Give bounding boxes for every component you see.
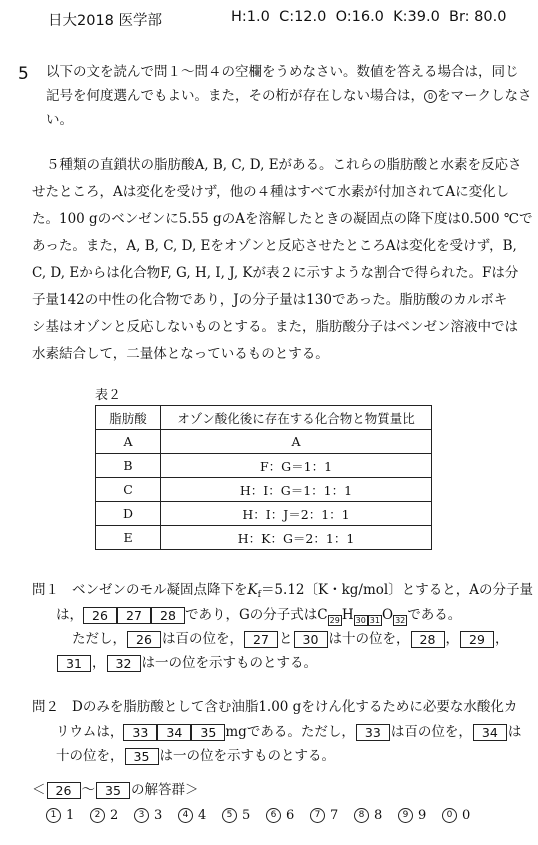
choice-item[interactable] <box>310 808 338 823</box>
passage-line-7: シ基はオゾンと反応しないものとする。また，脂肪酸分子はベンゼン溶液中では <box>32 319 518 335</box>
choice-mark-icon[interactable]: 0 <box>442 808 457 823</box>
choice-value: 5 <box>242 808 251 823</box>
choice-mark-icon[interactable]: 7 <box>310 808 325 823</box>
table-cell: D <box>96 502 161 526</box>
choice-item[interactable] <box>354 808 382 823</box>
ref-box-31: 31 <box>57 655 91 672</box>
q1-text: は十の位を， <box>328 631 410 647</box>
q1-text: と <box>279 631 293 647</box>
choice-item[interactable] <box>90 808 118 823</box>
ref-box-35: 35 <box>96 782 130 799</box>
table-row <box>96 430 432 454</box>
ref-box-35: 35 <box>125 748 159 765</box>
ref-box-28: 28 <box>411 631 445 648</box>
q2-label: 問２ <box>32 699 59 715</box>
choice-mark-icon[interactable]: 4 <box>178 808 193 823</box>
intro-line-2-text: 記号を何度選んでもよい。また，その桁が存在しない場合は， <box>46 88 424 104</box>
q1-text: であり，Gの分子式は <box>185 607 318 623</box>
ref-box-33: 33 <box>356 724 390 741</box>
table-cell: E <box>96 526 161 550</box>
q1-text: は一の位を示すものとする。 <box>141 655 317 671</box>
intro-line-3: い。 <box>46 112 73 128</box>
answer-group-text: の解答群＞ <box>131 782 199 798</box>
passage-line-5: C, D, Eからは化合物F, G, H, I, J, Kが表２に示すような割合で得られた。Fは分 <box>32 265 519 281</box>
intro-line-1: 以下の文を読んで問１～問４の空欄をうめなさい。数値を答える場合は，同じ <box>46 64 519 80</box>
table-cell: F：G＝1：1 <box>161 454 432 478</box>
intro-line-2 <box>46 90 532 104</box>
table-header: 脂肪酸 <box>96 406 161 430</box>
intro-line-2-tail: をマークしなさ <box>437 88 532 104</box>
choice-mark-icon[interactable]: 2 <box>90 808 105 823</box>
answer-box-32[interactable]: 32 <box>395 616 406 625</box>
choice-mark-icon[interactable]: 5 <box>222 808 237 823</box>
q1-label: 問１ <box>32 582 59 598</box>
answer-box-28[interactable]: 28 <box>151 607 185 624</box>
choice-item[interactable] <box>222 808 250 823</box>
q1-text: ただし， <box>72 631 126 647</box>
answer-group-text: ＜ <box>32 782 46 798</box>
q1-text: ， <box>92 655 106 671</box>
answer-box-31[interactable]: 31 <box>369 616 380 625</box>
passage-line-3: た。100 gのベンゼンに5.55 gのAを溶解したときの凝固点の降下度は0.500 ℃で <box>32 211 533 227</box>
zero-mark-icon: 0 <box>424 90 437 103</box>
choice-value: 7 <box>330 808 339 823</box>
table-row <box>96 502 432 526</box>
choice-value: 6 <box>286 808 295 823</box>
choice-mark-icon[interactable]: 3 <box>134 808 149 823</box>
choice-item[interactable] <box>398 808 426 823</box>
q2-text: リウムは， <box>56 724 124 740</box>
choice-item[interactable] <box>134 808 162 823</box>
choice-value: 1 <box>66 808 75 823</box>
ref-box-30: 30 <box>294 631 328 648</box>
table-header: オゾン酸化後に存在する化合物と物質量比 <box>161 406 432 430</box>
choice-value: 2 <box>110 808 119 823</box>
table-cell: H：I：J＝2：1：1 <box>161 502 432 526</box>
choice-mark-icon[interactable]: 9 <box>398 808 413 823</box>
table-header-row <box>96 406 432 430</box>
q1-text: ， <box>445 631 459 647</box>
q2-text: 十の位を， <box>56 748 124 764</box>
choice-mark-icon[interactable]: 8 <box>354 808 369 823</box>
ref-box-34: 34 <box>473 724 507 741</box>
formula-c: C <box>317 607 328 623</box>
table-cell: H：I：G＝1：1：1 <box>161 478 432 502</box>
passage-line-6: 子量142の中性の化合物であり，Jの分子量は130であった。脂肪酸のカルボキ <box>32 292 508 308</box>
answer-box-29[interactable]: 29 <box>329 616 340 625</box>
passage-line-8: 水素結合して，二量体となっているものとする。 <box>32 346 329 362</box>
choice-value: 9 <box>418 808 427 823</box>
q1-text: ＝5.12〔K・kg/mol〕とすると，Aの分子量 <box>260 582 533 598</box>
choice-mark-icon[interactable]: 1 <box>46 808 61 823</box>
passage-line-4: あった。また，A, B, C, D, Eをオゾンと反応させたところAは変化を受けず，B, <box>32 238 517 254</box>
answer-group-text: ～ <box>81 782 95 798</box>
table-row <box>96 526 432 550</box>
q1-line-1 <box>72 584 533 600</box>
answer-box-27[interactable]: 27 <box>117 607 151 624</box>
exam-title: 日大2018 医学部 <box>48 13 163 29</box>
ref-box-32: 32 <box>107 655 141 672</box>
q2-text: は一の位を示すものとする。 <box>159 748 335 764</box>
q2-text: は百の位を， <box>390 724 472 740</box>
q2-text: mgである。ただし， <box>225 724 355 740</box>
choice-item[interactable] <box>46 808 74 823</box>
passage-line-2: せたところ，Aは変化を受けず，他の４種はすべて水素が付加されてAに変化し <box>32 184 510 200</box>
atomic-masses: H:1.0 C:12.0 O:16.0 K:39.0 Br: 80.0 <box>231 9 507 25</box>
choice-value: 0 <box>462 808 471 823</box>
q2-line-2 <box>56 724 521 741</box>
q1-text: は， <box>56 607 83 623</box>
q2-line-3 <box>56 748 335 765</box>
answer-group-title <box>32 782 199 799</box>
table-caption: 表２ <box>95 388 122 403</box>
q1-text: ベンゼンのモル凝固点降下を <box>72 582 248 598</box>
formula-o: O <box>381 607 394 623</box>
choice-item[interactable] <box>442 808 470 823</box>
table-cell: C <box>96 478 161 502</box>
ref-box-26: 26 <box>127 631 161 648</box>
formula-h: H <box>341 607 354 623</box>
choice-value: 3 <box>154 808 163 823</box>
passage-line-1: ５種類の直鎖状の脂肪酸A, B, C, D, Eがある。これらの脂肪酸と水素を反応さ <box>46 157 522 173</box>
q1-text: ， <box>495 631 509 647</box>
choice-value: 8 <box>374 808 383 823</box>
table-row <box>96 478 432 502</box>
choice-item[interactable] <box>266 808 294 823</box>
question-number: 5 <box>18 64 29 84</box>
ref-box-26: 26 <box>47 782 81 799</box>
q1-line-4 <box>56 655 317 672</box>
choice-value: 4 <box>198 808 207 823</box>
answer-box-30[interactable]: 30 <box>355 616 366 625</box>
q1-text: は百の位を， <box>162 631 243 647</box>
table-cell: A <box>161 430 432 454</box>
q2-line-1: Dのみを脂肪酸として含む油脂1.00 gをけん化するために必要な水酸化カ <box>72 699 518 715</box>
choice-item[interactable] <box>178 808 206 823</box>
q2-text: は <box>507 724 522 740</box>
answer-box-33[interactable]: 33 <box>123 724 157 741</box>
answer-box-26[interactable]: 26 <box>83 607 117 624</box>
table-cell: H：K：G＝2：1：1 <box>161 526 432 550</box>
table-row <box>96 454 432 478</box>
answer-box-35[interactable]: 35 <box>191 724 225 741</box>
table-2 <box>95 405 432 550</box>
kf-subscript: f <box>257 590 261 600</box>
q1-line-2 <box>56 607 461 626</box>
answer-box-34[interactable]: 34 <box>157 724 191 741</box>
q1-text: である。 <box>407 607 462 623</box>
q1-line-3 <box>72 631 509 648</box>
choice-mark-icon[interactable]: 6 <box>266 808 281 823</box>
table-cell: A <box>96 430 161 454</box>
ref-box-27: 27 <box>244 631 278 648</box>
table-cell: B <box>96 454 161 478</box>
ref-box-29: 29 <box>460 631 494 648</box>
kf-symbol: K <box>247 582 258 598</box>
